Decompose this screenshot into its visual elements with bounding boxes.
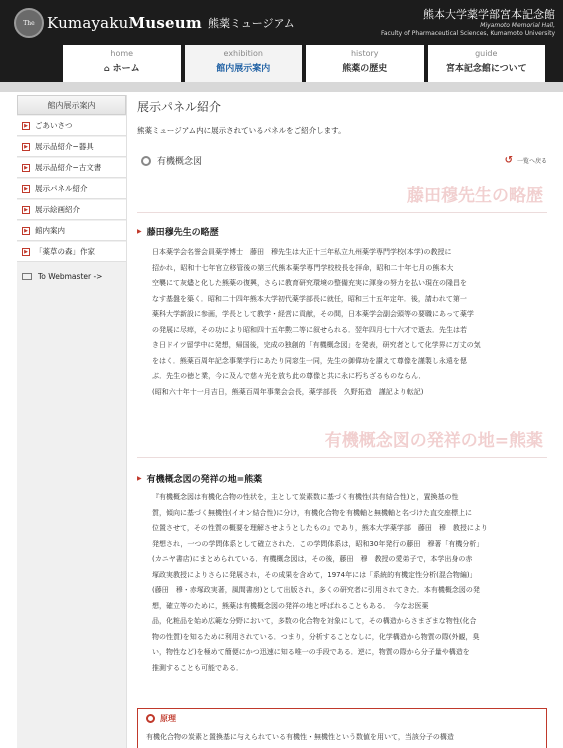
site-header: [0, 0, 563, 82]
text-line: 質，傾向に基づく無機性(イオン結合性)に分け，有機化合物を有機軸と無機軸と名づけた直交座標上に: [152, 508, 472, 517]
sidebar-item-floor-guide[interactable]: [17, 221, 126, 241]
circle-bullet-icon: [146, 714, 155, 723]
text-line: 空襲にて灰燼と化した熊薬の復興，さらに教育研究環境の整備充実に渾身の努力を払い現在の隆昌を: [152, 279, 467, 287]
banner-title: 有機概念図の発祥の地=熊薬: [324, 431, 543, 451]
main-nav: [63, 45, 549, 82]
logo-name: Kumayaku: [47, 14, 129, 32]
intro-text: 熊薬ミュージアム内に展示されているパネルをご紹介します。: [137, 126, 346, 135]
arrow-right-icon: ▶: [22, 143, 30, 151]
text-line: 『有機概念図は有機化合物の性状を，主として炭素数に基づく有機性(共有結合性)と，置換基の性: [152, 493, 459, 501]
birthplace-text: [152, 490, 545, 676]
site-logo[interactable]: [14, 6, 295, 40]
sidebar-item-label: 展示品紹介−器具: [35, 142, 94, 151]
section-title-birthplace: [137, 472, 262, 485]
principle-heading: [146, 713, 538, 724]
banner-title: 藤田穆先生の略歴: [407, 186, 543, 206]
text-line: をはく．熊薬百周年記念事業学行にあたり同窓生一同，先生の御偉功を讃えて尊像を謹製し永遠を偲: [152, 356, 467, 365]
sidebar-item-greeting[interactable]: [17, 116, 126, 136]
text-line: (昭和六十年十一月吉日，熊薬百周年事業会会長，薬学部長 久野拓造 謹記より転記): [152, 387, 424, 396]
page-title: 展示パネル紹介: [137, 100, 222, 114]
webmaster-link[interactable]: [17, 266, 126, 286]
text-line: き日ドイツ留学中に発想，帰国後，完成の独創的「有機概念図」を発表，研究者として化学界に万丈の気: [152, 341, 481, 349]
text-line: 招かれ，昭和十七年官立移管後の第三代熊本薬学専門学校校長を拝命，昭和二十年七月の熊本大: [152, 263, 454, 272]
text-line: い，物性など)を極めて簡便にかつ迅速に知る唯一の手段である．逆に，物質の際から分子量や構造を: [152, 648, 470, 656]
logo-emblem: The: [14, 8, 44, 38]
webmaster-label: To Webmaster ->: [38, 271, 103, 281]
sidebar-item-instruments[interactable]: [17, 137, 126, 157]
text-line: 日本薬学会名誉会員薬学博士 藤田 穆先生は大正十三年私立九州薬学専門学校(本学)の教授に: [152, 248, 452, 256]
nav-tab-label: 熊薬の歴史: [342, 64, 388, 74]
nav-tab-en: history: [350, 49, 379, 58]
sidebar-title: 館内展示案内: [17, 95, 126, 115]
principle-box: [137, 708, 547, 748]
text-line: 発想され，一つの学問体系として確立された．この学問体系は，昭和30年発行の藤田 穆著「有機分析」: [152, 539, 484, 548]
nav-tab-history[interactable]: [306, 45, 424, 82]
section-banner-birthplace: [137, 424, 547, 458]
text-line: ぶ．先生の徳と業，今に及んで慈々光を放ち此の尊像と共に永に朽ちざるものならん．: [152, 372, 426, 380]
text-line: (藤田 穆・赤塚政実著，風間書房)として出版され，多くの研究者に引用されてきた．本有機概念図の発: [152, 586, 480, 594]
sidebar-item-label: 館内案内: [35, 226, 65, 235]
text-line: 推測することも可能である．: [152, 663, 243, 672]
university-name-en-1: Miyamoto Memorial Hall,: [480, 22, 555, 29]
nav-tab-home[interactable]: [63, 45, 181, 82]
nav-tab-en: home: [110, 49, 134, 58]
back-to-list-link[interactable]: [505, 155, 547, 166]
logo-japanese: 熊薬ミュージアム: [207, 17, 295, 30]
text-line: 想，確立等のために，熊薬は有機概念図の発祥の地と呼ばれることもある． 今なお医薬: [152, 601, 429, 610]
panel-heading: [141, 154, 202, 167]
back-to-list-label: 一覧へ戻る: [516, 158, 547, 165]
arrow-right-icon: ▶: [22, 164, 30, 172]
nav-tab-label: 館内展示案内: [216, 64, 271, 74]
biography-text: [152, 245, 545, 400]
sidebar-item-artists[interactable]: [17, 242, 126, 262]
nav-tab-en: guide: [475, 49, 498, 58]
sidebar-item-paintings[interactable]: [17, 200, 126, 220]
logo-wordmark: [47, 14, 202, 32]
text-line: なす基盤を築く．昭和二十四年熊本大学初代薬学部長に就任，昭和三十五年定年．後，請われて第一: [152, 294, 467, 303]
nav-tab-en: exhibition: [223, 49, 263, 58]
sidebar-item-documents[interactable]: [17, 158, 126, 178]
arrow-right-icon: ▶: [22, 206, 30, 214]
text-line: 塚政実教授によりさらに発展され，その成果を含めて，1974年には「系統的有機定性分析(混合物編)」: [152, 570, 477, 579]
nav-tab-guide[interactable]: [428, 45, 546, 82]
sidebar-item-label: 展示絵画紹介: [35, 205, 80, 214]
text-line: 位置させて，その性質の概要を理解させようとしたもの』であり，熊本大学薬学部 藤田 穆 教授により: [152, 524, 488, 532]
section-banner-biography: [137, 177, 547, 213]
principle-text: 有機化合物の炭素と置換基に与えられている有機性・無機性という数値を用いて，当該分子の構造: [146, 733, 454, 741]
triangle-bullet-icon: ▶: [137, 228, 142, 235]
university-name-jp: 熊本大学薬学部宮本記念館: [423, 8, 555, 21]
text-line: 品，化粧品を始め広範な分野において，多数の化合物を対象にして，その構造からさまざまな物性(化合: [152, 617, 477, 625]
text-line: 薬科大学新設に参画，学長として教学・経営に貢献，その間，日本薬学会副会頭等の要職にあって薬学: [152, 310, 474, 318]
nav-tab-home-jp: [63, 61, 181, 74]
section-title-label: 有機概念図の発祥の地=熊薬: [146, 475, 263, 485]
section-title-biography: [137, 225, 219, 238]
arrow-right-icon: ▶: [22, 185, 30, 193]
nav-tab-label: 宮本記念館について: [445, 64, 527, 74]
panel-heading-label: 有機概念図: [157, 157, 203, 167]
arrow-right-icon: ▶: [22, 122, 30, 130]
nav-tab-label: ホーム: [112, 64, 140, 74]
nav-tab-exhibition[interactable]: [185, 45, 303, 82]
sidebar-item-label: 展示パネル紹介: [35, 184, 88, 193]
circle-bullet-icon: [141, 156, 151, 166]
principle-title: 原理: [160, 714, 176, 723]
main-content: [137, 95, 547, 748]
home-icon: ⌂: [103, 64, 110, 73]
header-divider: [0, 82, 563, 92]
sidebar: [17, 95, 127, 748]
text-line: 物の性質)を知るために利用されている．つまり，分析することなしに，化学構造から物質の際(外観，臭: [152, 632, 480, 641]
arrow-right-icon: ▶: [22, 227, 30, 235]
mail-icon: [22, 273, 32, 280]
arrow-right-icon: ▶: [22, 248, 30, 256]
sidebar-item-label: 展示品紹介−古文書: [35, 163, 102, 172]
university-name-en-2: Faculty of Pharmaceutical Sciences, Kumamoto University: [380, 30, 555, 37]
university-name: [381, 6, 555, 38]
sidebar-item-label: ごあいさつ: [35, 121, 73, 130]
sidebar-item-panels[interactable]: [17, 179, 126, 199]
text-line: の発展に尽瘁，その功により昭和四十五年勲二等に叙せられる．翌年四月七十六才で逝去．先生は若: [152, 325, 467, 334]
triangle-bullet-icon: ▶: [137, 475, 142, 482]
text-line: (カニヤ書店)にまとめられている．有機概念図は，その後，藤田 穆 教授の愛弟子で，本学出身の赤: [152, 555, 473, 563]
section-title-label: 藤田穆先生の略歴: [146, 228, 219, 238]
sidebar-item-label: 「薬草の森」作家: [35, 247, 95, 256]
return-arrow-icon: ↺: [504, 155, 513, 166]
logo-bold: Museum: [128, 14, 202, 32]
